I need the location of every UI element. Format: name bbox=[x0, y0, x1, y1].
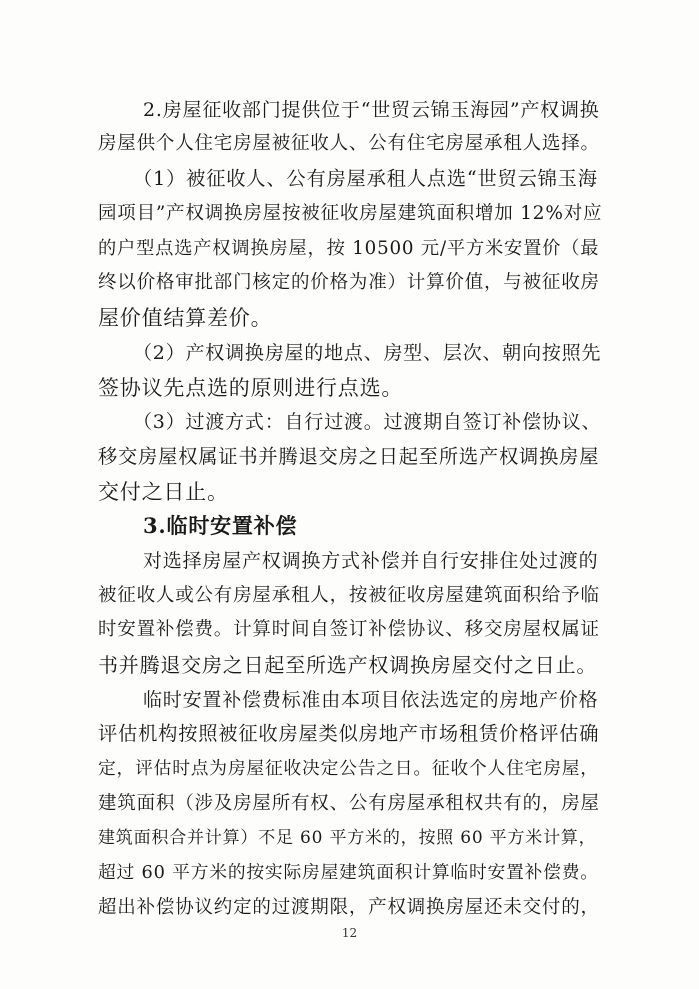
temp-1-line-3: 时安置补偿费。计算时间自签订补偿协议、移交房屋权属证 bbox=[98, 619, 600, 640]
temp-2-line-2: 评估机构按照被征收房屋类似房地产市场租赁价格评估确 bbox=[98, 722, 600, 745]
temp-2-line-3: 定，评估时点为房屋征收决定公告之日。征收个人住宅房屋， bbox=[98, 759, 599, 779]
temp-2-line-7: 超出补偿协议约定的过渡期限，产权调换房屋还未交付的， bbox=[98, 897, 600, 918]
sub-1-line-4: 终以价格审批部门核定的价格为准）计算价值，与被征收房 bbox=[98, 272, 600, 293]
sub-2-line-2: 签协议先点选的原则进行点选。 bbox=[98, 376, 404, 400]
temp-2-line-6: 超过 60 平方米的按实际房屋建筑面积计算临时安置补偿费。 bbox=[98, 863, 599, 883]
page-number: 12 bbox=[341, 926, 358, 940]
temp-2-line-5: 建筑面积合并计算）不足 60 平方米的，按照 60 平方米计算， bbox=[98, 828, 597, 848]
sub-3-line-1: （3）过渡方式：自行过渡。过渡期自签订补偿协议、 bbox=[133, 411, 602, 433]
sub-1-line-5: 屋价值结算差价。 bbox=[98, 306, 273, 330]
sub-1-line-3: 的户型点选产权调换房屋，按 10500 元/平方米安置价（最 bbox=[98, 238, 600, 259]
sub-3-line-3: 交付之日止。 bbox=[98, 480, 229, 504]
section-heading: 3.临时安置补偿 bbox=[143, 513, 298, 538]
item-2-line-2: 房屋供个人住宅房屋被征收人、公有住宅房屋承租人选择。 bbox=[98, 133, 600, 154]
item-2-line-1: 2.房屋征收部门提供位于“世贸云锦玉海园”产权调换 bbox=[143, 99, 600, 121]
temp-1-line-2: 被征收人或公有房屋承租人，按被征收房屋建筑面积给予临 bbox=[98, 585, 600, 606]
sub-2-line-1: （2）产权调换房屋的地点、房型、层次、朝向按照先 bbox=[133, 342, 602, 364]
sub-1-line-1: （1）被征收人、公有房屋承租人点选“世贸云锦玉海 bbox=[133, 167, 598, 190]
temp-1-line-4: 书并腾退交房之日起至所选产权调换房屋交付之日止。 bbox=[98, 653, 598, 677]
temp-2-line-1: 临时安置补偿费标准由本项目依法选定的房地产价格 bbox=[143, 689, 599, 711]
sub-1-line-2: 园项目”产权调换房屋按被征收房屋建筑面积增加 12%对应 bbox=[98, 203, 603, 224]
temp-2-line-4: 建筑面积（涉及房屋所有权、公有房屋承租权共有的，房屋 bbox=[98, 793, 600, 814]
temp-1-line-1: 对选择房屋产权调换方式补偿并自行安排住处过渡的 bbox=[143, 550, 599, 572]
sub-3-line-2: 移交房屋权属证书并腾退交房之日起至所选产权调换房屋 bbox=[98, 445, 600, 468]
